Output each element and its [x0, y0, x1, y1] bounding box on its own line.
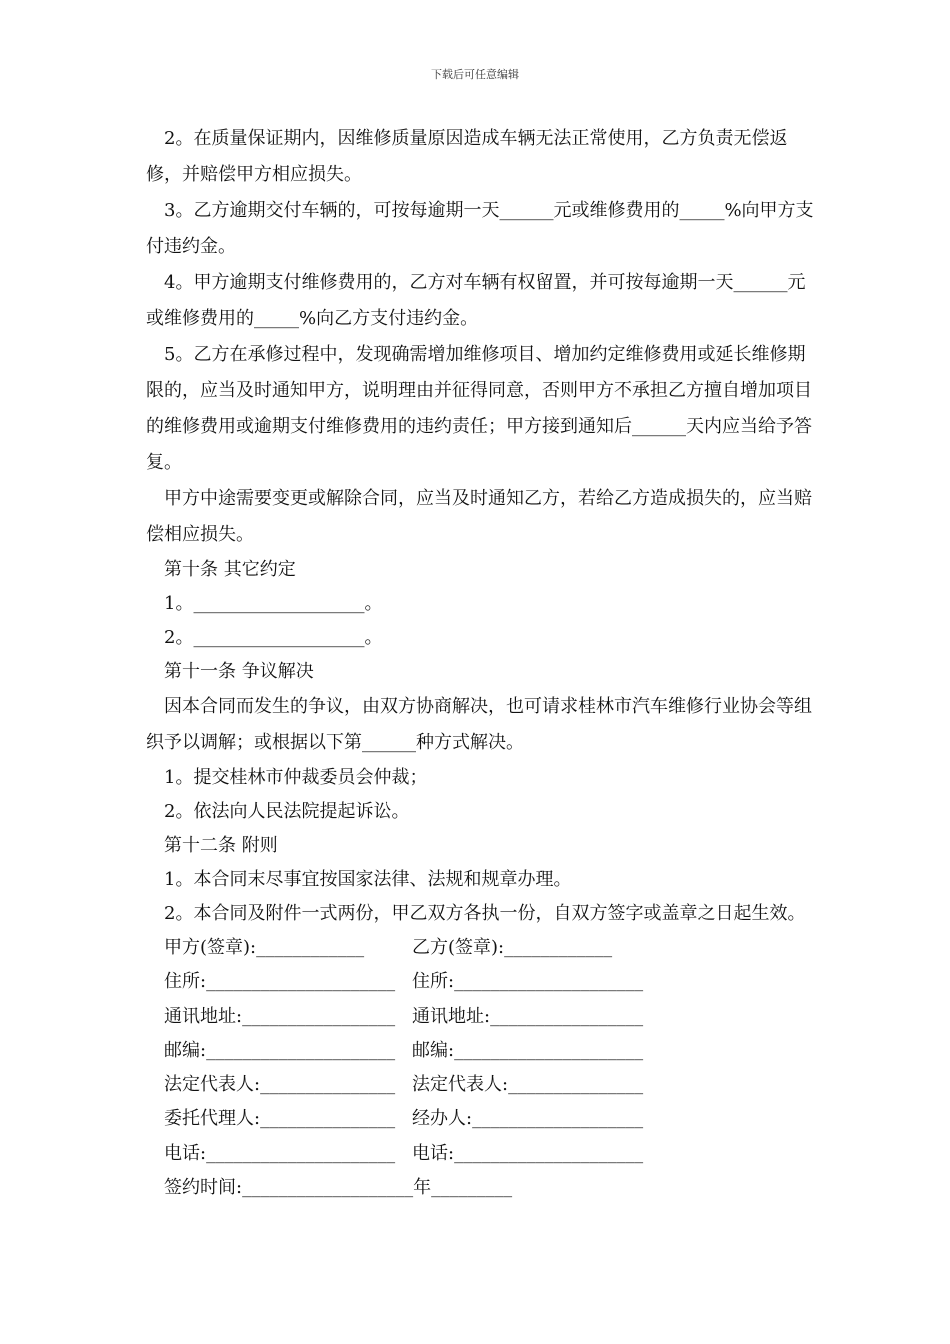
article-12-title: 第十二条 附则 — [164, 835, 278, 856]
signing-date: 签约时间:___________________年_________ — [164, 1177, 513, 1199]
party-a-legal-representative: 法定代表人:_______________ — [164, 1074, 396, 1096]
page-header: 下载后可任意编辑 — [431, 68, 519, 81]
article-12-item-2: 2。本合同及附件一式两份，甲乙双方各执一份，自双方签字或盖章之日起生效。 — [164, 903, 806, 924]
signature-row-legal-representative — [146, 1068, 822, 1102]
clause-additional-repairs: 5。乙方在承修过程中，发现确需增加维修项目、增加约定维修费用或延长维修期限的，应当及时通知甲方，说明理由并征得同意，否则甲方不承担乙方擅自增加项目的维修费用或逾期支付维修费用的违约责任；甲方接到通知后______天内应当给予答复。 — [146, 344, 812, 473]
article-11-text: 因本合同而发生的争议，由双方协商解决，也可请求桂林市汽车维修行业协会等组织予以调解；或根据以下第______种方式解决。 — [146, 696, 812, 753]
party-a-phone: 电话:_____________________ — [164, 1142, 396, 1164]
signature-row-postcode — [146, 1034, 822, 1068]
article-10-item-2: 2。___________________。 — [164, 627, 383, 648]
article-10-title: 第十条 其它约定 — [164, 559, 296, 580]
party-b-handler: 经办人:___________________ — [412, 1108, 644, 1130]
party-b-phone: 电话:_____________________ — [412, 1142, 644, 1164]
clause-contract-change: 甲方中途需要变更或解除合同，应当及时通知乙方，若给乙方造成损失的，应当赔偿相应损失。 — [146, 488, 812, 545]
signature-row-phone — [146, 1137, 822, 1171]
party-b-mailing-address: 通讯地址:_________________ — [412, 1005, 644, 1027]
party-a-address: 住所:_____________________ — [164, 971, 396, 993]
article-11-option-2: 2。依法向人民法院提起诉讼。 — [164, 801, 410, 822]
party-b-postcode: 邮编:_____________________ — [412, 1039, 644, 1061]
article-11-title: 第十一条 争议解决 — [164, 661, 314, 682]
party-a-authorized-agent: 委托代理人:_______________ — [164, 1108, 396, 1130]
article-11-option-1: 1。提交桂林市仲裁委员会仲裁； — [164, 767, 428, 788]
contract-body — [146, 121, 822, 1205]
party-b-signature: 乙方(签章):____________ — [412, 937, 613, 958]
party-b-address: 住所:_____________________ — [412, 971, 644, 993]
party-a-mailing-address: 通讯地址:_________________ — [164, 1005, 396, 1027]
signature-row-date — [146, 1171, 822, 1205]
article-12-item-1: 1。本合同末尽事宜按国家法律、法规和规章办理。 — [164, 869, 572, 890]
article-10-item-1: 1。___________________。 — [164, 593, 383, 614]
clause-quality-warranty: 2。在质量保证期内，因维修质量原因造成车辆无法正常使用，乙方负责无偿返修，并赔偿甲方相应损失。 — [146, 128, 788, 185]
signature-parties-row — [146, 931, 822, 965]
signature-row-mailing-address — [146, 1000, 822, 1034]
party-a-postcode: 邮编:_____________________ — [164, 1039, 396, 1061]
signature-row-address — [146, 965, 822, 999]
clause-party-a-late-payment: 4。甲方逾期支付维修费用的，乙方对车辆有权留置，并可按每逾期一天______元或维修费用的_____%向乙方支付违约金。 — [146, 272, 806, 329]
clause-party-b-late-delivery: 3。乙方逾期交付车辆的，可按每逾期一天______元或维修费用的_____%向甲方支付违约金。 — [146, 200, 814, 257]
signature-row-agent — [146, 1102, 822, 1136]
party-a-signature: 甲方(签章):____________ — [164, 937, 365, 958]
party-b-legal-representative: 法定代表人:_______________ — [412, 1074, 644, 1096]
